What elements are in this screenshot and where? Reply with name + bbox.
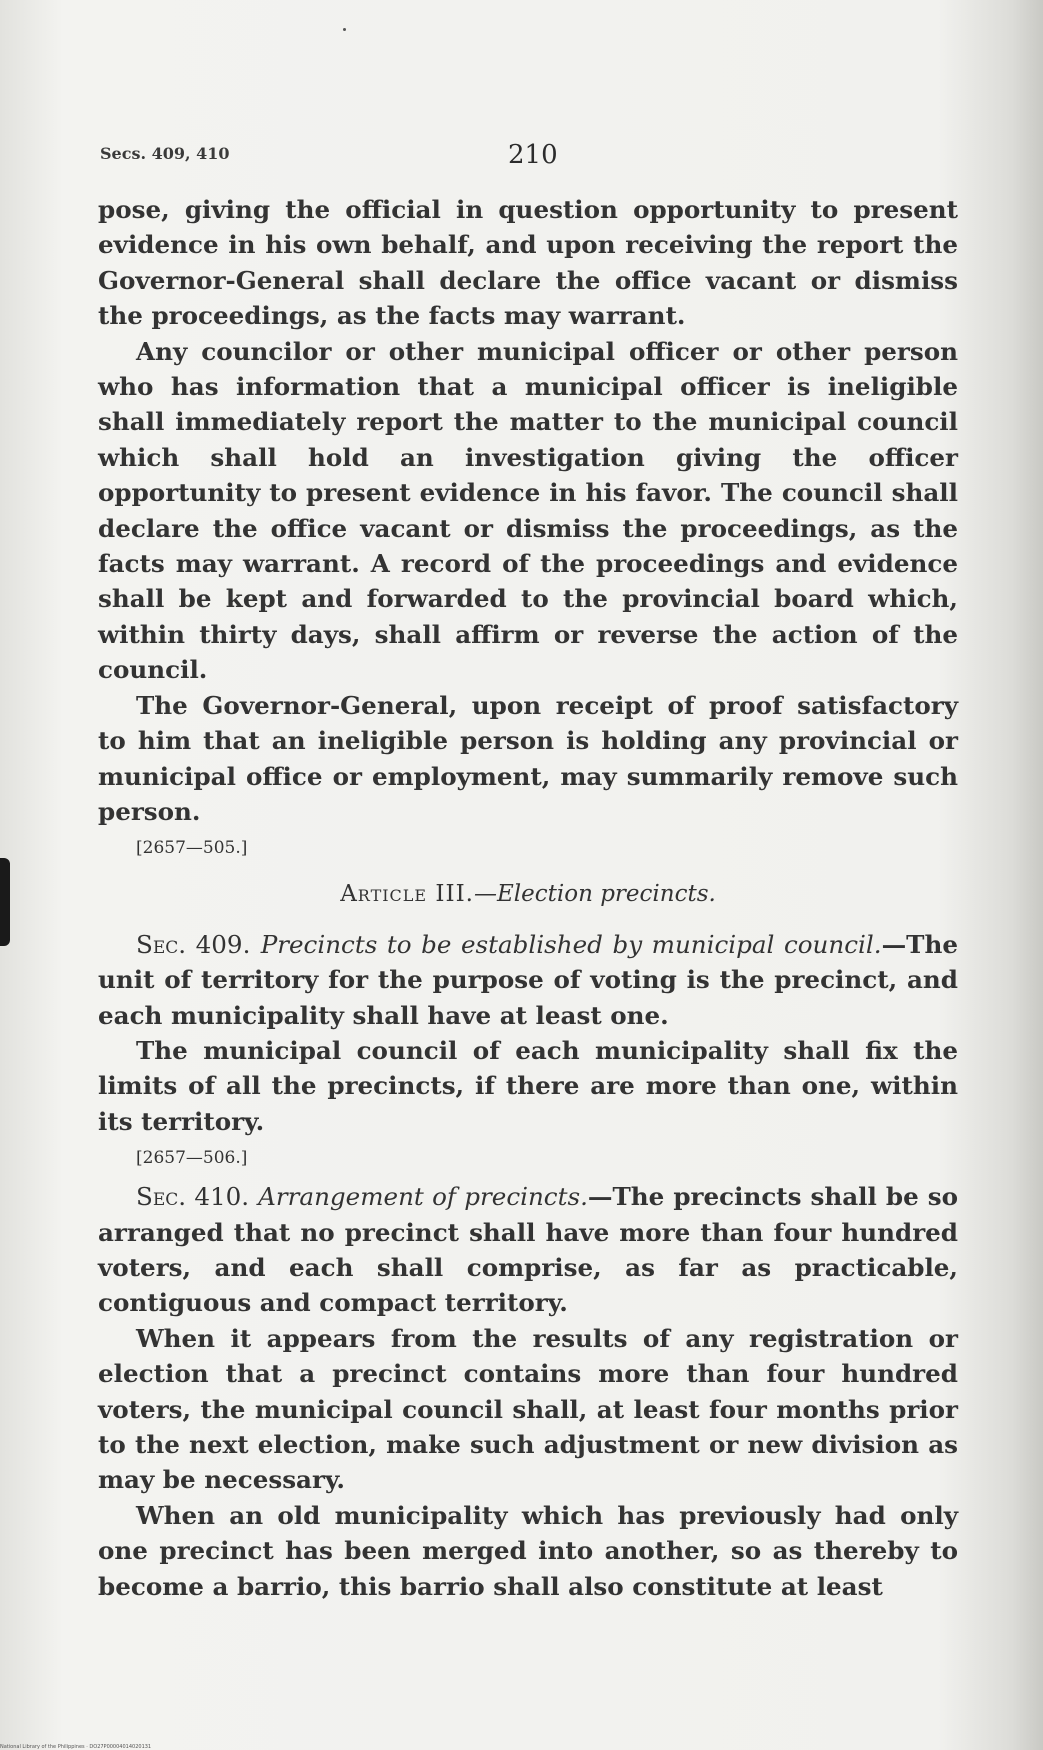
scan-edge-mark	[0, 858, 10, 946]
section-409-title: Precincts to be established by municipal council.	[260, 929, 882, 959]
page-number: 210	[508, 140, 558, 170]
section-410-label: Sec. 410.	[136, 1182, 250, 1212]
section-410-text: —The precincts shall be so arranged that no precinct shall have more than four hundred voters, and each shall comprise, as far as practicable, contiguous and compact territory.	[98, 1182, 958, 1318]
citation-506: [2657—506.]	[136, 1148, 248, 1169]
section-409	[98, 927, 958, 1033]
article-label: Article III.	[340, 881, 474, 908]
page-body	[98, 192, 958, 1604]
section-410-title: Arrangement of precincts.	[258, 1182, 588, 1212]
paragraph-merged-municipality: When an old municipality which has previously had only one precinct has been merged into another, so as thereby to become a barrio, this barrio shall also constitute at least	[98, 1500, 958, 1601]
article-heading	[98, 877, 958, 912]
page-header	[100, 140, 950, 170]
paragraph-continuation: pose, giving the official in question opportunity to present evidence in his own behalf, and upon receiving the report the Governor-General shall declare the office vacant or dismiss the proceedings, as the facts may warrant.	[98, 195, 958, 331]
section-409-label: Sec. 409.	[136, 929, 251, 959]
paragraph-governor-removal: The Governor-General, upon receipt of proof satisfactory to him that an ineligible person is holding any provincial or municipal office or employment, may summarily remove such person.	[98, 690, 958, 826]
section-410	[98, 1179, 958, 1321]
paragraph-adjustment: When it appears from the results of any registration or election that a precinct contains more than four hundred voters, the municipal council shall, at least four months prior to the next election, make such adjustment or new division as may be necessary.	[98, 1323, 958, 1495]
header-sections: Secs. 409, 410	[100, 144, 230, 163]
article-title: —Election precincts.	[473, 881, 716, 908]
citation-505: [2657—505.]	[136, 838, 248, 859]
scan-credit: National Library of the Philippines · DO27P00004014020131	[0, 1744, 152, 1750]
paragraph-councilor-report: Any councilor or other municipal officer or other person who has information that a municipal officer is ineligible shall immediately report the matter to the municipal council which shall hold an investigation giving the officer opportunity to present evidence in his favor. The council shall declare the office vacant or dismiss the proceedings, as the facts may warrant. A record of the proceedings and evidence shall be kept and forwarded to the provincial board which, within thirty days, shall affirm or reverse the action of the council.	[98, 336, 958, 685]
scan-speck	[343, 28, 346, 31]
section-409-text: —The unit of territory for the purpose of voting is the precinct, and each municipality shall have at least one.	[98, 929, 958, 1030]
paragraph-precinct-limits: The municipal council of each municipality shall fix the limits of all the precincts, if there are more than one, within its territory.	[98, 1035, 958, 1136]
